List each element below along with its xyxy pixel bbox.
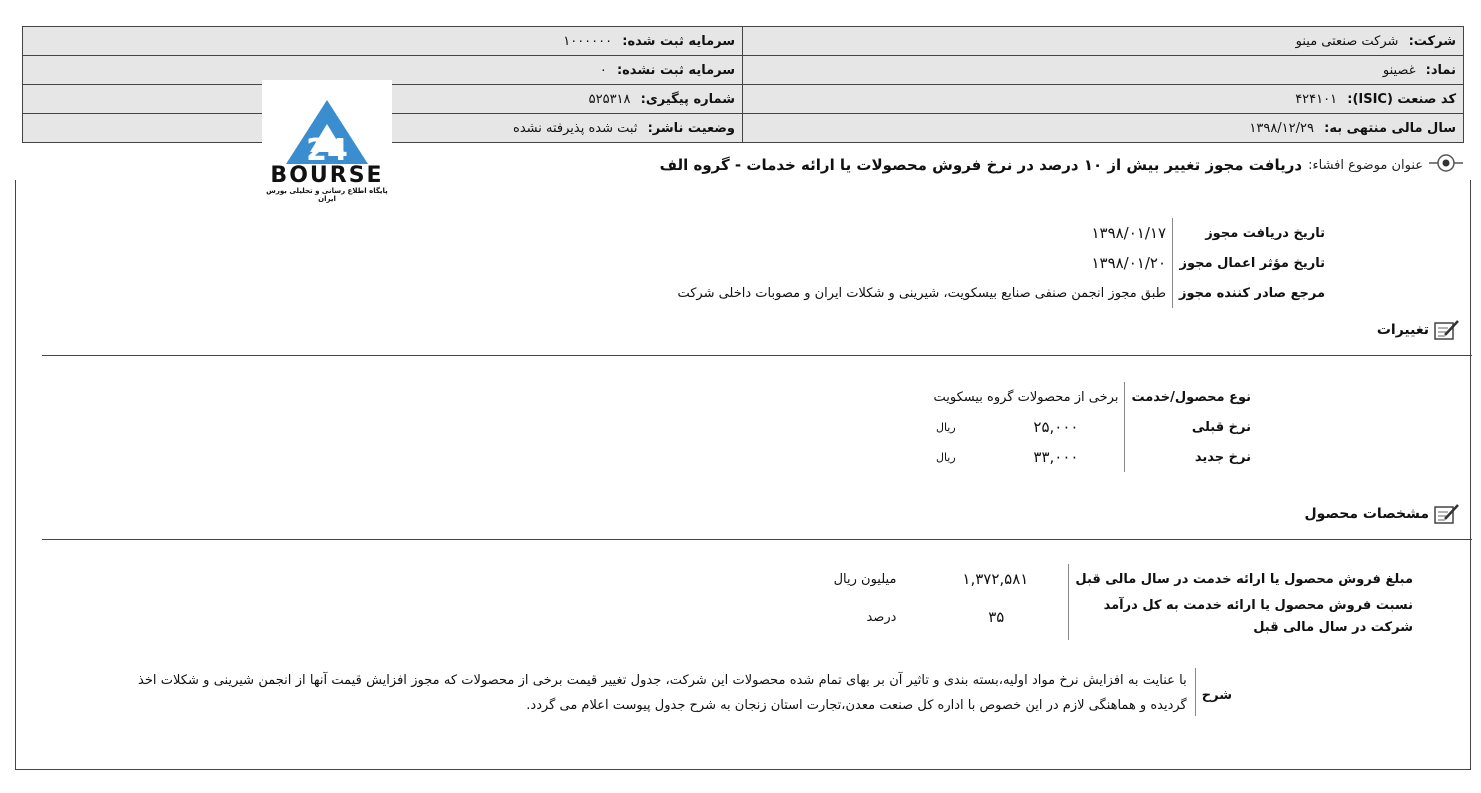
specs-row [828,594,1419,640]
old-rate-value: ۲۵,۰۰۰ [1033,418,1079,436]
fiscal-year-cell [743,114,1464,143]
registered-capital-value: ۱۰۰۰۰۰۰ [563,33,613,49]
changes-title: تغییرات [1376,322,1429,338]
changes-row [928,382,1258,412]
info-row [23,85,1464,114]
subject-label: عنوان موضوع افشاء: [1308,157,1423,173]
receipt-date-label: تاریخ دریافت مجوز [1173,218,1331,248]
ratio-label: نسبت فروش محصول یا ارائه خدمت به کل درآمد شرکت در سال مالی قبل [1069,594,1419,640]
registered-capital-label: سرمایه ثبت شده: [622,33,735,49]
description-block [138,668,1238,718]
info-row [23,27,1464,56]
tracking-value: ۵۲۵۳۱۸ [588,91,631,107]
publisher-status-value: ثبت شده پذیرفته نشده [513,120,638,136]
company-cell [743,27,1464,56]
sales-unit: میلیون ریال [833,571,897,587]
receipt-date-value: ۱۳۹۸/۰۱/۱۷ [1091,224,1167,242]
company-value: شرکت صنعتی مینو [1295,33,1399,49]
fiscal-year-value: ۱۳۹۸/۱۲/۲۹ [1249,120,1314,136]
isic-value: ۴۲۴۱۰۱ [1295,91,1338,107]
subject-value: دریافت مجوز تغییر بیش از ۱۰ درصد در نرخ فروش محصولات یا ارائه خدمات - گروه الف [659,156,1303,174]
description-label: شرح [1195,668,1238,716]
effective-date-value: ۱۳۹۸/۰۱/۲۰ [1091,254,1167,272]
edit-note-icon [1433,318,1461,342]
permit-row [671,278,1331,308]
permit-row [671,248,1331,278]
new-rate-value: ۳۳,۰۰۰ [1033,448,1079,466]
product-label: نوع محصول/خدمت [1125,382,1257,412]
effective-date-label: تاریخ مؤثر اعمال مجوز [1173,248,1331,278]
issuer-label: مرجع صادر کننده مجوز [1173,278,1331,308]
specs-row [828,564,1419,594]
logo-triangle-icon [262,80,392,165]
ratio-value: ۳۵ [988,608,1005,626]
target-icon [1429,153,1463,177]
symbol-label: نماد: [1425,62,1456,78]
ratio-unit: درصد [866,609,897,625]
sales-label: مبلغ فروش محصول یا ارائه خدمت در سال مالی قبل [1069,564,1419,594]
logo-word: BOURSE [270,163,384,188]
changes-row [928,412,1258,442]
changes-section-title [1377,318,1461,342]
new-rate-label: نرخ جدید [1125,442,1257,472]
edit-note-icon [1433,502,1461,526]
tracking-label: شماره پیگیری: [640,91,735,107]
new-rate-unit: ریال [935,450,956,464]
issuer-value: طبق مجوز انجمن صنفی صنایع بیسکویت، شیرینی و شکلات ایران و مصوبات داخلی شرکت [677,285,1167,301]
registered-capital-cell [23,27,743,56]
publisher-status-label: وضعیت ناشر: [647,120,735,136]
symbol-value: غصینو [1382,62,1416,78]
changes-row [928,442,1258,472]
permit-table [671,218,1331,308]
permit-row [671,218,1331,248]
disclosure-subject [660,150,1463,180]
isic-cell [743,85,1464,114]
unregistered-capital-label: سرمایه ثبت نشده: [616,62,735,78]
company-label: شرکت: [1408,33,1456,49]
logo-tagline: پایگاه اطلاع رسانی و تحلیلی بورس ایران [266,187,388,203]
old-rate-label: نرخ قبلی [1125,412,1257,442]
info-row [23,114,1464,143]
logo-numeral: 24 [306,133,348,165]
old-rate-unit: ریال [935,420,956,434]
fiscal-year-label: سال مالی منتهی به: [1324,120,1456,136]
section-divider [42,355,1472,356]
specs-title: مشخصات محصول [1304,506,1429,522]
product-value: برخی از محصولات گروه بیسکویت [933,389,1119,405]
sales-value: ۱,۳۷۲,۵۸۱ [962,570,1029,588]
info-row [23,56,1464,85]
specs-section-title [1305,502,1461,526]
company-info-table [22,26,1464,143]
section-divider [42,539,1472,540]
symbol-cell [743,56,1464,85]
description-text: با عنایت به افزایش نرخ مواد اولیه،بسته بندی و تاثیر آن بر بهای تمام شده محصولات این شرکت، جدول تغییر قیمت برخی از محصولات که مجوز افزایش قیمت آنها از انجمن شیرینی و شکلات اخذ گردیده و هماهنگی لازم در این خصوص با اداره کل صنعت معدن،تجارت استان زنجان به شرح جدول پیوست اعلام می گردد. [138,673,1187,713]
changes-table [928,382,1258,472]
unregistered-capital-value: ۰ [599,62,607,78]
specs-table [827,564,1419,640]
isic-label: کد صنعت (ISIC): [1347,91,1456,107]
